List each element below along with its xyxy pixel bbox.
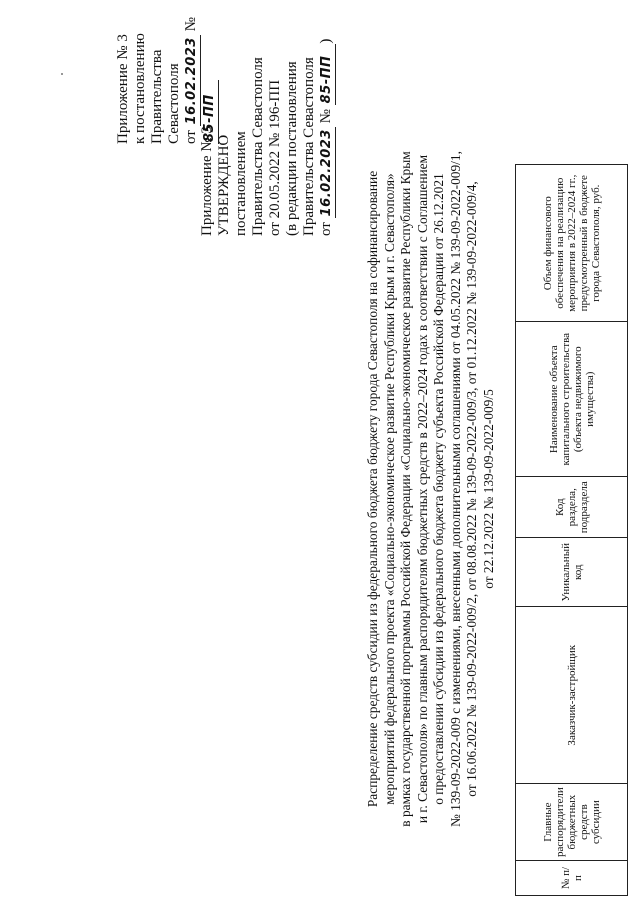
appendix-previous-line8 xyxy=(318,39,336,236)
appendix-current-line3: Правительства Севастополя xyxy=(149,49,182,144)
title-line: и г. Севастополя» по главным распорядителям бюджетных средств в 2022–2024 годах в соответствии с Соглашением xyxy=(414,154,430,824)
title-line: мероприятий федерального проекта «Социально-экономическое развитие Республики Крым и г. Севастополя» xyxy=(381,173,397,805)
title-line: о предоставлении субсидии из федерального бюджета бюджету субъекта Российской Федерации от 26.12.2021 xyxy=(431,173,446,805)
header-cell-unique-code: Уникальный код xyxy=(516,538,628,607)
header-cell-number: № п/п xyxy=(516,861,628,896)
number-prefix: № xyxy=(183,17,199,32)
header-cell-financing: Объем финансового обеспечения на реализацию мероприятия в 2022–2024 гг., предусмотренный в бюджете города Севастополя, руб. xyxy=(516,165,628,322)
number-prefix: № xyxy=(318,109,334,124)
appendix-previous-line5: от 20.05.2022 № 196-ПП xyxy=(267,79,283,236)
handwritten-date: 16.02.2023 xyxy=(184,37,199,125)
from-prefix: от xyxy=(318,222,334,236)
appendix-previous-block xyxy=(199,39,336,236)
appendix-previous-line7: Правительства Севастополя xyxy=(301,57,317,236)
appendix-previous-line6: (в редакции постановления xyxy=(284,61,300,236)
table-header-row xyxy=(516,165,628,896)
header-cell-section-code: Код раздела, подраздела xyxy=(516,477,628,538)
appendix-previous-line4: Правительства Севастополя xyxy=(250,57,266,236)
title-line: в рамках государственной программы Российской Федерации «Социально-экономическое развитие Республики Крым xyxy=(398,151,413,827)
from-prefix: от xyxy=(183,130,199,144)
header-cell-object-name: Наименование объекта капитального строительства (объекта недвижимого имущества) xyxy=(516,322,628,477)
title-line: Распределение средств субсидии из федерального бюджета бюджету города Севастополя на софинансирование xyxy=(365,170,380,808)
handwritten-number: 85-ПП xyxy=(318,44,336,106)
appendix-current-line2: к постановлению xyxy=(132,33,148,144)
handwritten-date: 16.02.2023 xyxy=(319,129,334,217)
appendix-previous-line2: УТВЕРЖДЕНО xyxy=(216,134,232,236)
appendix-current-line1: Приложение № 3 xyxy=(115,34,131,144)
header-cell-budget-holders: Главные распорядители бюджетных средств субсидии xyxy=(516,784,628,861)
header-cell-customer: Заказчик-застройщик xyxy=(516,607,628,784)
distribution-table xyxy=(515,164,628,896)
title-line: от 16.06.2022 № 139-09-2022-009/2, от 08.08.2022 № 139-09-2022-009/3, от 01.12.2022 № 139-09-2022-009/4, xyxy=(464,181,479,797)
closing-paren: ) xyxy=(318,38,334,44)
title-line: от 22.12.2022 № 139-09-2022-009/5 xyxy=(480,389,496,589)
handwritten-number: 85-ПП xyxy=(201,80,219,144)
appendix-previous-line3: постановлением xyxy=(233,131,249,236)
title-line: № 139-09-2022-009 с изменениями, внесенными дополнительными соглашениями от 04.05.2022 № 139-09-2022-009/1, xyxy=(447,151,463,827)
document-title xyxy=(365,104,497,874)
appendix-previous-line1: Приложение № 3 xyxy=(199,126,215,236)
